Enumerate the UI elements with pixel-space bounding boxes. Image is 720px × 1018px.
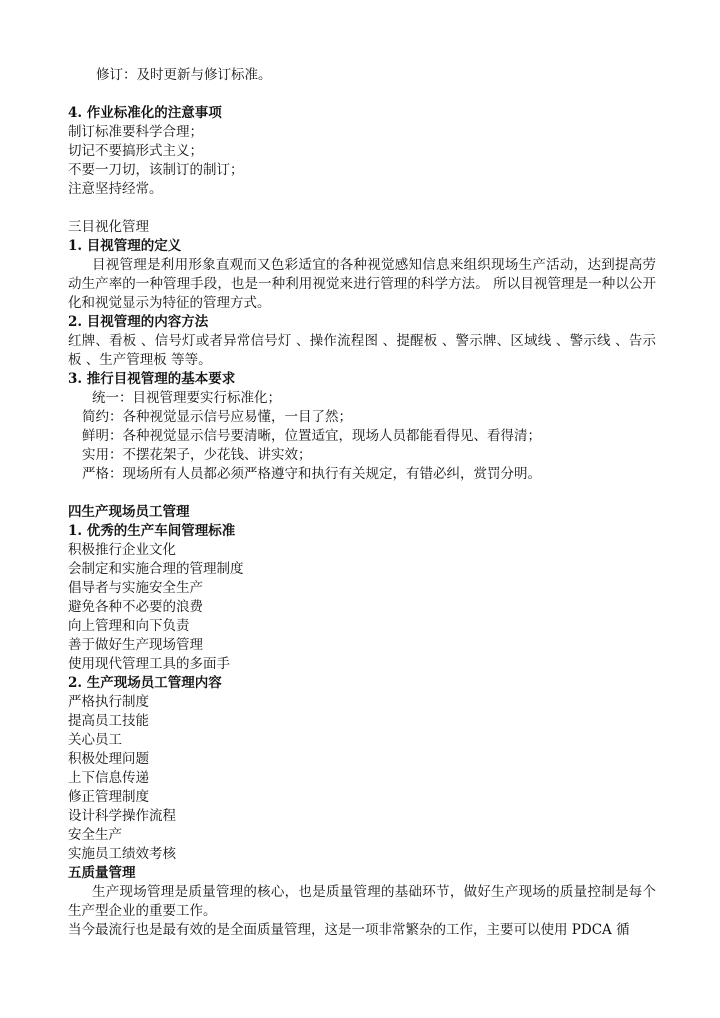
staff-contents-list bbox=[68, 693, 656, 864]
spacer bbox=[68, 199, 656, 218]
heading-visual-requirements: 3. 推行目视管理的基本要求 bbox=[68, 371, 236, 387]
list-item: 实施员工绩效考核 bbox=[68, 846, 176, 862]
section-title-staff: 四生产现场员工管理 bbox=[68, 504, 190, 520]
quality-paragraph: 生产现场管理是质量管理的核心，也是质量管理的基础环节，做好生产现场的质量控制是每个生产型企业的重要工作。 bbox=[68, 884, 656, 919]
visual-methods-paragraph: 红牌、看板 、信号灯或者异常信号灯 、操作流程图 、提醒板 、警示牌、区域线 、警示线 、告示板 、生产管理板 等等。 bbox=[68, 333, 656, 368]
list-item: 切记不要搞形式主义； bbox=[68, 143, 203, 159]
list-item: 积极处理问题 bbox=[68, 751, 149, 767]
std-notes-list bbox=[68, 123, 656, 199]
revise-line: 修订：及时更新与修订标准。 bbox=[96, 67, 272, 83]
heading-visual-methods: 2. 目视管理的内容方法 bbox=[68, 314, 209, 330]
list-item: 鲜明：各种视觉显示信号要清晰，位置适宜，现场人员都能看得见、看得清； bbox=[82, 428, 541, 444]
list-item: 实用：不摆花架子，少花钱、讲实效； bbox=[82, 447, 312, 463]
document-page bbox=[68, 66, 656, 940]
list-item: 倡导者与实施安全生产 bbox=[68, 580, 203, 596]
standards-list bbox=[68, 541, 656, 674]
visual-definition-paragraph: 目视管理是利用形象直观而又色彩适宜的各种视觉感知信息来组织现场生产活动，达到提高劳动生产率的一种管理手段，也是一种利用视觉来进行管理的科学方法。 所以目视管理是一种以公开化和视觉显示为特征的管理方式。 bbox=[68, 257, 656, 311]
list-item: 修正管理制度 bbox=[68, 789, 149, 805]
list-item: 积极推行企业文化 bbox=[68, 542, 176, 558]
list-item: 严格：现场所有人员都必须严格遵守和执行有关规定，有错必纠，赏罚分明。 bbox=[82, 466, 541, 482]
requirement-unify: 统一：目视管理要实行标准化； bbox=[92, 390, 281, 406]
list-item: 设计科学操作流程 bbox=[68, 808, 176, 824]
list-item: 使用现代管理工具的多面手 bbox=[68, 656, 230, 672]
list-item: 提高员工技能 bbox=[68, 713, 149, 729]
section-title-visual: 三目视化管理 bbox=[68, 219, 149, 235]
list-item: 避免各种不必要的浪费 bbox=[68, 599, 203, 615]
list-item: 上下信息传递 bbox=[68, 770, 149, 786]
list-item: 向上管理和向下负责 bbox=[68, 618, 190, 634]
list-item: 关心员工 bbox=[68, 732, 122, 748]
heading-workshop-standards: 1. 优秀的生产车间管理标准 bbox=[68, 523, 236, 539]
section-title-quality: 五质量管理 bbox=[68, 865, 136, 881]
list-item: 制订标准要科学合理； bbox=[68, 124, 203, 140]
requirements-list bbox=[68, 408, 656, 484]
spacer bbox=[68, 484, 656, 503]
list-item: 简约：各种视觉显示信号应易懂，一目了然； bbox=[82, 409, 352, 425]
list-item: 会制定和实施合理的管理制度 bbox=[68, 561, 244, 577]
heading-visual-definition: 1. 目视管理的定义 bbox=[68, 238, 182, 254]
list-item: 注意坚持经常。 bbox=[68, 181, 163, 197]
heading-staff-contents: 2. 生产现场员工管理内容 bbox=[68, 675, 222, 691]
quality-paragraph-continued: 当今最流行也是最有效的是全面质量管理，这是一项非常繁杂的工作，主要可以使用 PDCA 循 bbox=[68, 922, 630, 938]
list-item: 不要一刀切，该制订的制订； bbox=[68, 162, 244, 178]
list-item: 善于做好生产现场管理 bbox=[68, 637, 203, 653]
heading-std-notes: 4. 作业标准化的注意事项 bbox=[68, 105, 222, 121]
spacer bbox=[68, 85, 656, 104]
list-item: 严格执行制度 bbox=[68, 694, 149, 710]
list-item: 安全生产 bbox=[68, 827, 122, 843]
